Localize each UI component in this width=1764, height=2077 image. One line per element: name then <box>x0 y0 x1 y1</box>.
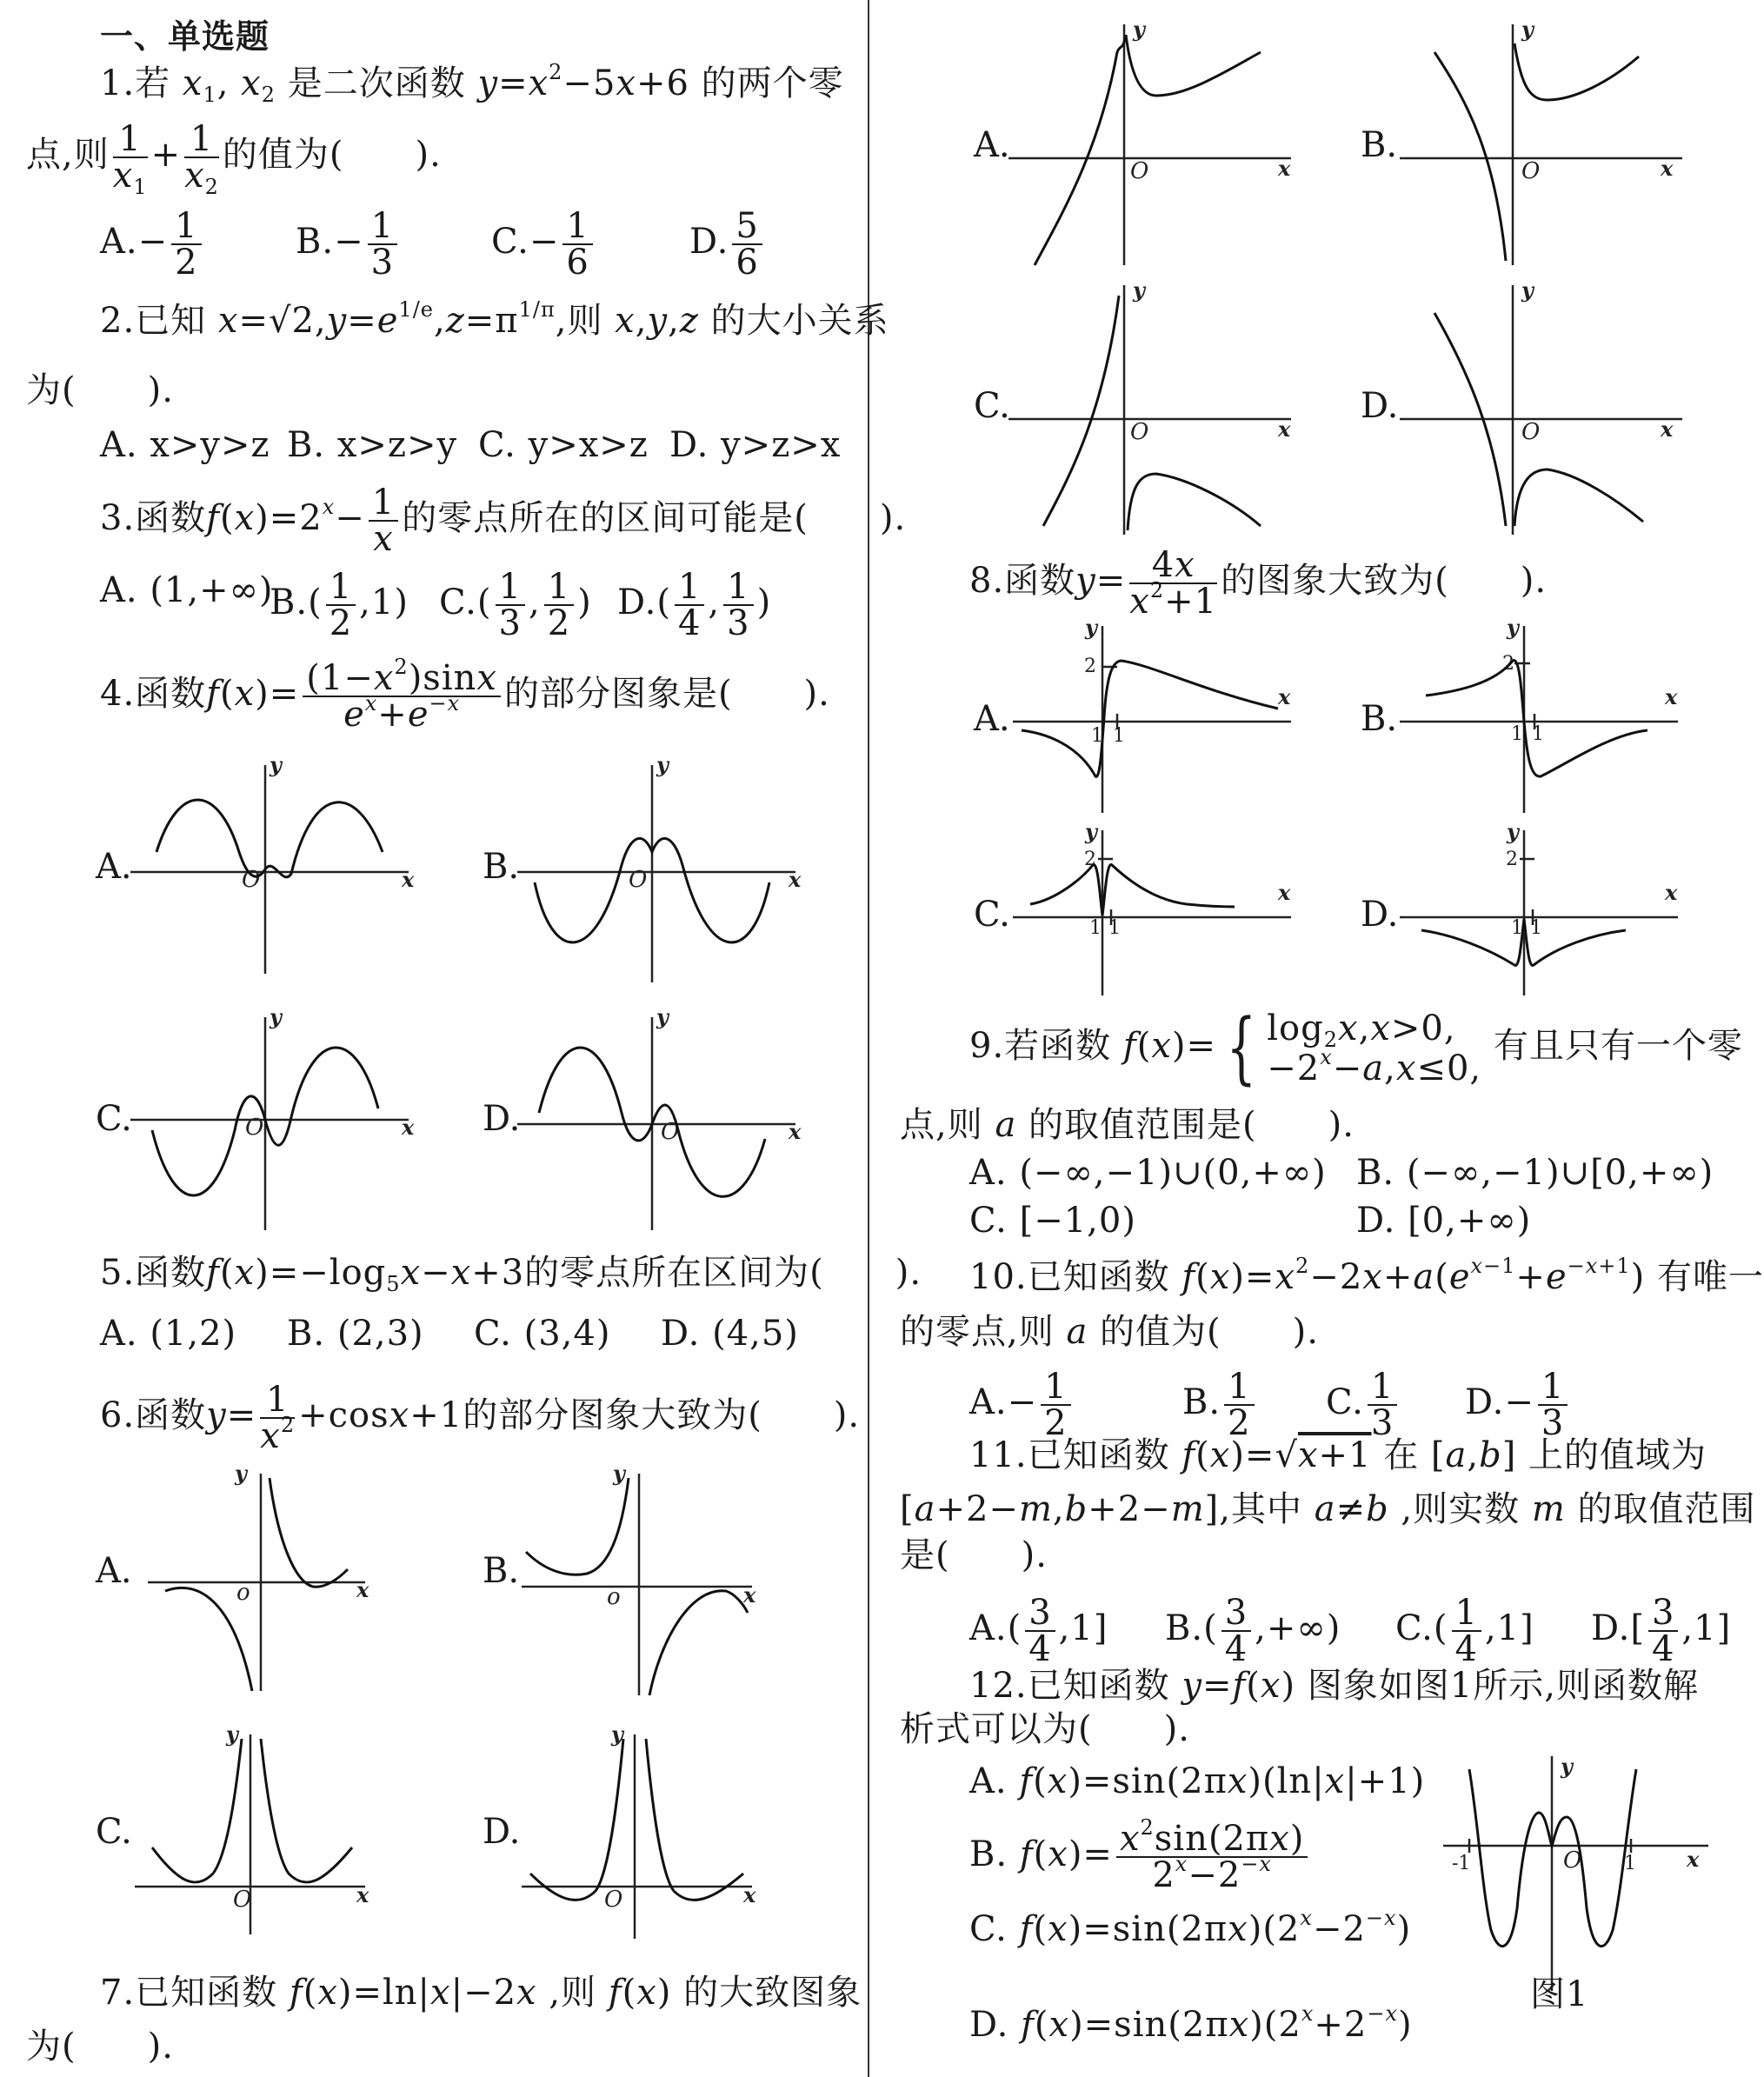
svg-text:1: 1 <box>1089 917 1102 939</box>
svg-text:x: x <box>789 867 802 892</box>
svg-text:y: y <box>1133 17 1145 42</box>
svg-text:y: y <box>270 1004 282 1029</box>
q7-graph-b[interactable] <box>1356 17 1687 270</box>
svg-text:y: y <box>1085 819 1097 844</box>
q5-line1: 5.函数$f(x)=-\log_5x-x+3$的零点所在区间为( ). <box>100 1253 922 1296</box>
q12-option-d[interactable]: D. $f(x)=\sin(2\pi x)(2^x+2^{-x})$ <box>969 2001 1413 2045</box>
q6-graph-b[interactable] <box>483 1461 769 1704</box>
q4-line1: 4.函数f(x)= $\frac{(1-x^2)\sin x}{e^x+e^{-x}}$ 的部分图象是( ). <box>100 655 830 735</box>
q8-graph-d[interactable] <box>1356 819 1687 1000</box>
q5-option-d[interactable]: D. (4,5) <box>661 1314 799 1354</box>
q10-line2: 的零点,则 a 的值为( ). <box>900 1312 1319 1352</box>
svg-text:D.: D. <box>1361 895 1399 935</box>
q6-graph-a[interactable] <box>96 1461 383 1700</box>
q12-line1: 12.已知函数 y=f(x) 图象如图1所示,则函数解 <box>969 1666 1699 1706</box>
figure-caption: 图1 <box>1530 1974 1589 2014</box>
svg-text:o: o <box>607 1584 621 1610</box>
q2-option-b[interactable]: B. x>z>y <box>287 425 458 465</box>
svg-text:y: y <box>235 1461 247 1486</box>
svg-text:x: x <box>1278 416 1291 442</box>
q10-option-b[interactable]: B. $\frac{1}{2}$ <box>1182 1369 1258 1441</box>
svg-text:x: x <box>743 1582 756 1608</box>
q11-option-a[interactable]: A.( $\frac{3}{4}$ ,1] <box>969 1593 1108 1669</box>
svg-text:D.: D. <box>483 1099 521 1139</box>
q9-option-a[interactable]: A. (−∞,−1)∪(0,+∞) <box>969 1153 1327 1193</box>
q10-option-a[interactable]: A.− $\frac{1}{2}$ <box>969 1369 1075 1441</box>
svg-text:2: 2 <box>1084 656 1096 677</box>
svg-text:1: 1 <box>1624 1853 1636 1874</box>
svg-text:1: 1 <box>1511 917 1523 939</box>
svg-text:O: O <box>1521 419 1541 445</box>
svg-text:x: x <box>402 1115 415 1140</box>
q4-graph-c[interactable] <box>96 1004 426 1243</box>
svg-text:x: x <box>402 867 415 892</box>
svg-text:A.: A. <box>96 1551 132 1591</box>
q2-option-c[interactable]: C. y>x>z <box>478 425 649 465</box>
q1-option-b[interactable]: B.− $\frac{1}{3}$ <box>296 209 401 280</box>
q11-line3: 是( ). <box>900 1535 1048 1575</box>
q10-line1: 10.已知函数 $f(x)=x^2-2x+a(e^{x-1}+e^{-x+1})$ 有唯一 <box>969 1254 1764 1297</box>
svg-text:y: y <box>656 752 669 777</box>
q9-line2: 点,则 a 的取值范围是( ). <box>900 1105 1355 1145</box>
svg-text:C.: C. <box>974 895 1010 935</box>
q11-line1: 11.已知函数 f(x)=√x+1 在 [a,b] 上的值域为 <box>969 1435 1707 1475</box>
q12-option-b[interactable]: B. f(x)= $\frac{x^2\sin(2\pi x)}{2^x-2^{-x}}$ <box>969 1821 1311 1893</box>
svg-text:y: y <box>226 1721 238 1747</box>
q12-option-c[interactable]: C. $f(x)=\sin(2\pi x)(2^x-2^{-x})$ <box>969 1906 1412 1949</box>
svg-text:y: y <box>1085 615 1097 640</box>
q1-option-a[interactable]: A.− $\frac{1}{2}$ <box>100 209 205 280</box>
q3-option-a[interactable]: A. (1,+∞) <box>100 570 274 610</box>
q2-option-d[interactable]: D. y>z>x <box>669 425 842 465</box>
svg-text:y: y <box>1507 615 1519 640</box>
q1-option-d[interactable]: D. $\frac{5}{6}$ <box>689 209 766 280</box>
svg-text:y: y <box>613 1461 625 1486</box>
q12-option-a[interactable]: A. f(x)=sin(2πx)(ln|x|+1) <box>969 1761 1426 1801</box>
svg-text:x: x <box>1661 156 1674 181</box>
svg-text:A.: A. <box>96 847 132 887</box>
svg-text:1: 1 <box>1108 917 1121 939</box>
svg-text:A.: A. <box>974 125 1010 165</box>
svg-text:B.: B. <box>483 847 520 887</box>
svg-text:1: 1 <box>1113 725 1125 747</box>
svg-text:x: x <box>1665 684 1678 709</box>
q8-graph-a[interactable] <box>969 615 1300 817</box>
svg-text:y: y <box>1133 277 1145 303</box>
svg-text:x: x <box>1278 156 1291 181</box>
q4-graph-a[interactable] <box>96 752 426 991</box>
q8-graph-b[interactable] <box>1356 615 1687 817</box>
q2-option-a[interactable]: A. x>y>z <box>100 425 270 465</box>
svg-text:o: o <box>236 1580 250 1606</box>
svg-text:-1: -1 <box>1452 1853 1471 1874</box>
svg-text:x: x <box>1278 684 1291 709</box>
svg-text:x: x <box>1661 416 1674 442</box>
q9-option-d[interactable]: D. [0,+∞) <box>1356 1201 1532 1241</box>
svg-text:O: O <box>233 1887 252 1913</box>
q1-option-c[interactable]: C.− $\frac{1}{6}$ <box>491 209 596 280</box>
q5-option-b[interactable]: B. (2,3) <box>287 1314 424 1354</box>
section-title: 一、单选题 <box>100 17 270 56</box>
svg-text:x: x <box>1665 880 1678 905</box>
svg-text:2: 2 <box>1502 653 1514 675</box>
svg-text:x: x <box>1687 1847 1700 1872</box>
q3-option-b[interactable]: B.( $\frac{1}{2}$ ,1) <box>270 567 409 643</box>
q8-line1: 8.函数y= $\frac{4x}{x^2+1}$ 的图象大致为( ). <box>969 545 1548 622</box>
q11-option-d[interactable]: D.[ $\frac{3}{4}$ ,1] <box>1591 1593 1732 1669</box>
svg-text:O: O <box>1521 158 1541 184</box>
q3-option-c[interactable]: C.( $\frac{1}{3}$ , $\frac{1}{2}$ ) <box>439 567 592 643</box>
svg-text:y: y <box>1507 819 1519 844</box>
svg-text:O: O <box>1130 419 1149 445</box>
q11-option-b[interactable]: B.( $\frac{3}{4}$ ,+∞) <box>1165 1593 1341 1669</box>
q12-line2: 析式可以为( ). <box>900 1709 1190 1749</box>
svg-text:y: y <box>611 1721 623 1747</box>
svg-text:1: 1 <box>1532 723 1544 745</box>
q4-graph-d[interactable] <box>483 1004 813 1243</box>
q11-line2: [a+2−m,b+2−m],其中 a≠b ,则实数 m 的取值范围 <box>900 1489 1756 1529</box>
q7-line2: 为( ). <box>26 2027 174 2067</box>
svg-text:O: O <box>1130 158 1149 184</box>
svg-text:x: x <box>356 1577 369 1602</box>
q10-option-d[interactable]: D.− $\frac{1}{3}$ <box>1465 1369 1571 1441</box>
q8-graph-c[interactable] <box>969 819 1300 1000</box>
svg-text:1: 1 <box>1511 723 1523 745</box>
q1-line1: 1.若 $x_1$, $x_2$ 是二次函数 $y=x^2-5x+6$ 的两个零 <box>100 60 844 107</box>
q4-graph-b[interactable] <box>483 752 813 991</box>
q5-option-c[interactable]: C. (3,4) <box>474 1314 611 1354</box>
q6-line1: 6.函数y= $\frac{1}{x^2}$ +cosx+1的部分图象大致为( ). <box>100 1380 861 1456</box>
q7-line1: 7.已知函数 f(x)=ln|x|−2x ,则 f(x) 的大致图象 <box>100 1973 862 2013</box>
svg-text:y: y <box>1561 1754 1573 1779</box>
svg-text:2: 2 <box>1506 849 1518 870</box>
q3-option-d[interactable]: D.( $\frac{1}{4}$ , $\frac{1}{3}$ ) <box>617 567 772 643</box>
q9-line1: 9.若函数 f(x)= { $\log_2x,x>0$, $-2^x-a,x\le 0$, 有且只有一个零 <box>969 1002 1743 1094</box>
svg-text:x: x <box>1278 880 1291 905</box>
svg-text:O: O <box>629 867 648 893</box>
q5-option-a[interactable]: A. (1,2) <box>100 1314 237 1354</box>
svg-text:y: y <box>656 1004 669 1029</box>
q12-figure-1 <box>1408 1752 1713 2004</box>
q6-graph-d[interactable] <box>483 1721 769 1943</box>
svg-text:y: y <box>1521 277 1534 303</box>
svg-text:x: x <box>743 1882 756 1907</box>
q6-graph-c[interactable] <box>96 1721 383 1943</box>
right-column <box>874 0 1764 2077</box>
q3-line1: 3.函数$f(x)=2^x-$ $\frac{1}{x}$ 的零点所在的区间可能是( ). <box>100 483 907 559</box>
svg-text:D.: D. <box>483 1812 521 1852</box>
svg-text:O: O <box>242 867 261 893</box>
svg-text:C.: C. <box>96 1099 132 1139</box>
svg-text:O: O <box>1563 1847 1582 1874</box>
q10-option-c[interactable]: C. $\frac{1}{3}$ <box>1326 1369 1401 1441</box>
svg-text:y: y <box>1521 17 1534 42</box>
svg-text:y: y <box>270 752 282 777</box>
q1-line2: 点,则 $\frac{1}{x_1}$ + $\frac{1}{x_2}$ 的值为( ). <box>26 119 442 199</box>
svg-text:B.: B. <box>1361 699 1398 739</box>
q7-graph-c[interactable] <box>969 278 1300 539</box>
svg-text:x: x <box>789 1119 802 1144</box>
q9-option-c[interactable]: C. [−1,0) <box>969 1201 1136 1241</box>
svg-text:B.: B. <box>1361 125 1398 165</box>
svg-text:x: x <box>356 1882 369 1907</box>
svg-text:D.: D. <box>1361 386 1399 426</box>
q2-line1: 2.已知 $x=√2,y=e^{1/e},z=\pi^{1/\pi}$,则 x,y,z 的大小关系 <box>100 297 889 341</box>
svg-text:A.: A. <box>974 699 1010 739</box>
svg-text:C.: C. <box>974 386 1010 426</box>
svg-text:2: 2 <box>1084 849 1096 870</box>
q2-line2: 为( ). <box>26 370 174 410</box>
svg-text:C.: C. <box>96 1812 132 1852</box>
svg-text:1: 1 <box>1530 917 1542 939</box>
svg-text:O: O <box>661 1119 680 1145</box>
svg-text:B.: B. <box>483 1551 520 1591</box>
q7-graph-a[interactable] <box>969 17 1300 270</box>
svg-text:1: 1 <box>1091 725 1103 747</box>
svg-text:O: O <box>245 1115 264 1141</box>
q11-option-c[interactable]: C.( $\frac{1}{4}$ ,1] <box>1395 1593 1534 1669</box>
svg-text:O: O <box>604 1887 623 1913</box>
q7-graph-d[interactable] <box>1356 278 1687 539</box>
q9-option-b[interactable]: B. (−∞,−1)∪[0,+∞) <box>1356 1153 1714 1193</box>
